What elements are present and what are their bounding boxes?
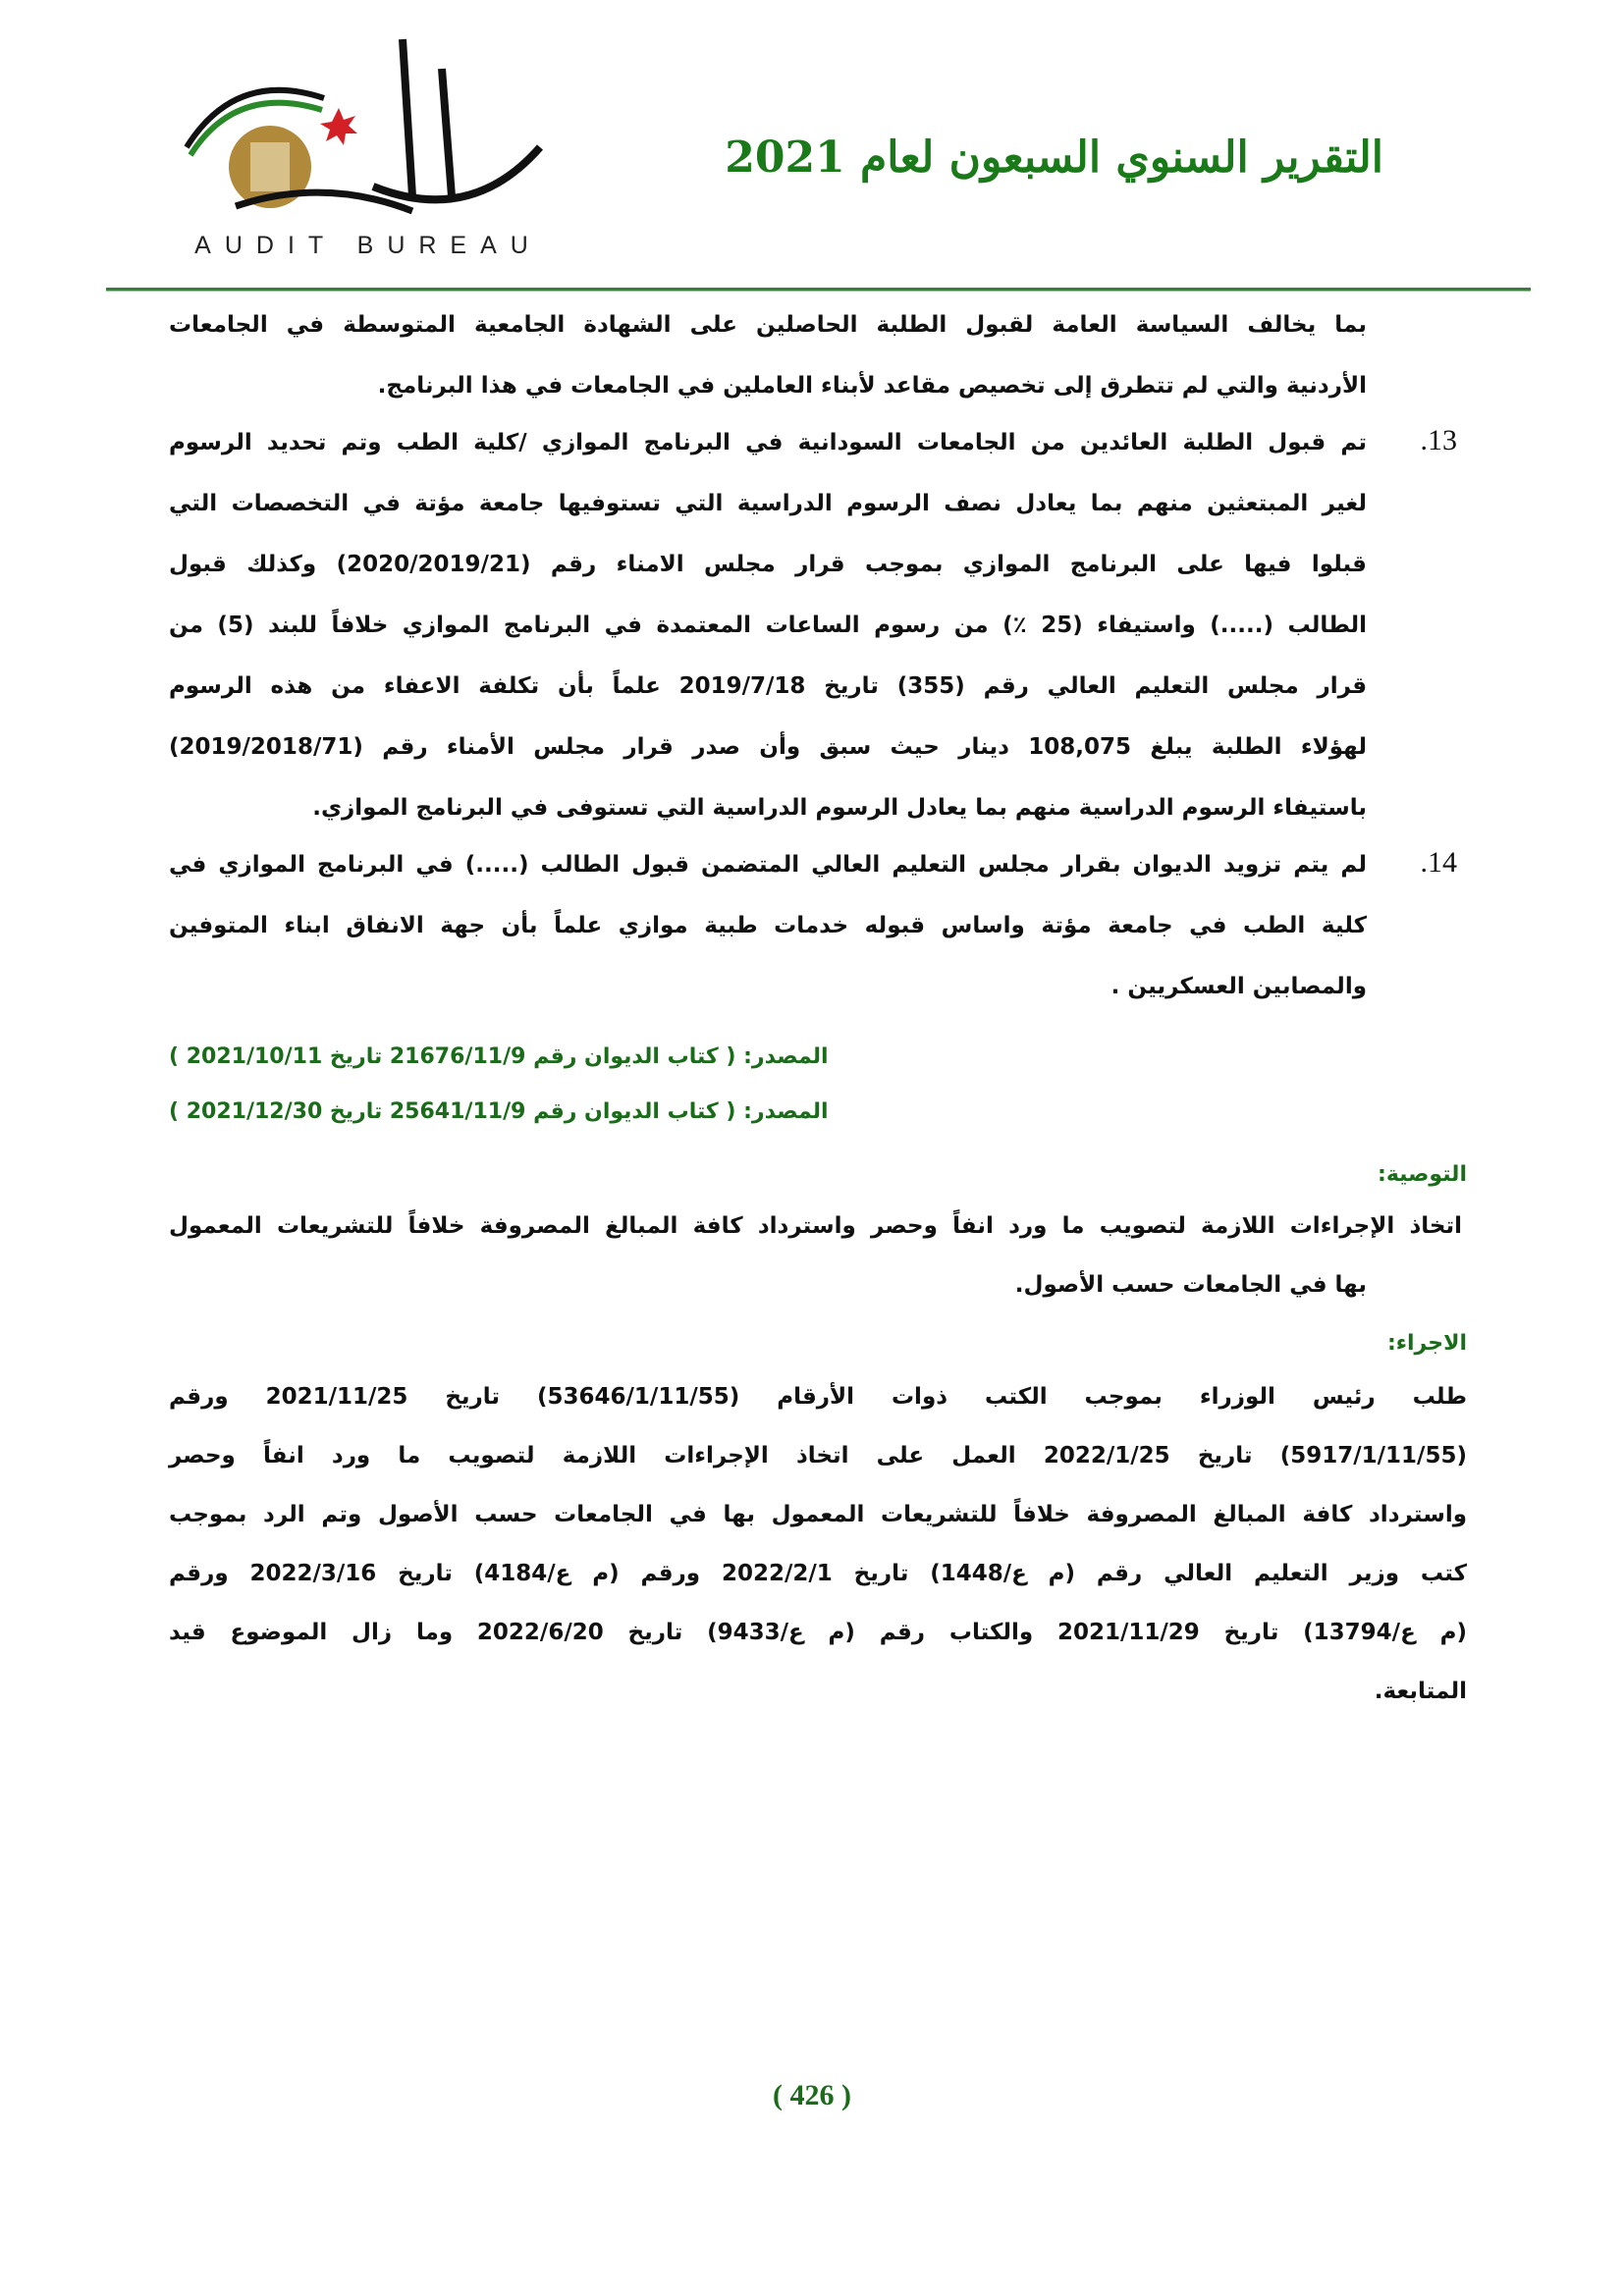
item-number: .13 [1420, 424, 1457, 456]
action-line: طلب رئيس الوزراء بموجب الكتب ذوات الأرقام (53646/1/11/55) تاريخ 2021/11/25 ورقم [169, 1384, 1467, 1410]
action-line: واسترداد كافة المبالغ المصروفة خلافاً للتشريعات المعمول بها في الجامعات حسب الأصول وتم الرد بموجب [169, 1502, 1467, 1527]
item-line: لهؤلاء الطلبة يبلغ 108,075 دينار حيث سبق وأن صدر قرار مجلس الأمناء رقم (2019/2018/71) [169, 734, 1367, 760]
intro-line: الأردنية والتي لم تتطرق إلى تخصيص مقاعد لأبناء العاملين في الجامعات في هذا البرنامج. [377, 373, 1367, 399]
report-title: التقرير السنوي السبعون لعام 2021 [725, 133, 1383, 183]
action-line: المتابعة. [1374, 1679, 1467, 1704]
intro-line: بما يخالف السياسة العامة لقبول الطلبة الحاصلين على الشهادة الجامعية المتوسطة في الجامعات [169, 312, 1367, 338]
logo-emblem-icon [177, 29, 560, 226]
item-number: .14 [1420, 846, 1457, 879]
item-line: قرار مجلس التعليم العالي رقم (355) تاريخ 2019/7/18 علماً بأن تكلفة الاعفاء من هذه الرسوم [169, 673, 1367, 699]
item-line: والمصابين العسكريين . [1110, 974, 1367, 999]
action-line: (5917/1/11/55) تاريخ 2022/1/25 العمل على اتخاذ الإجراءات اللازمة لتصويب ما ورد انفاً وحصر [169, 1443, 1467, 1468]
page-number: ( 426 ) [773, 2079, 851, 2111]
source-reference: المصدر: ( كتاب الديوان رقم 25641/11/9 تاريخ 2021/12/30 ) [169, 1099, 829, 1124]
item-line: لغير المبتعثين منهم بما يعادل نصف الرسوم الدراسية التي تستوفيها جامعة مؤتة في التخصصات التي [169, 491, 1367, 516]
item-line: لم يتم تزويد الديوان بقرار مجلس التعليم العالي المتضمن قبول الطالب (.....) في البرنامج الموازي في [169, 852, 1367, 878]
action-line: كتب وزير التعليم العالي رقم (م ع/1448) تاريخ 2022/2/1 ورقم (م ع/4184) تاريخ 2022/3/16 ورقم [169, 1561, 1467, 1586]
item-line: كلية الطب في جامعة مؤتة واساس قبوله خدمات طبية موازي علماً بأن جهة الانفاق ابناء المتوفين [169, 913, 1367, 938]
item-line: قبلوا فيها على البرنامج الموازي بموجب قرار مجلس الامناء رقم (2020/2019/21) وكذلك قبول [169, 552, 1367, 577]
item-line: باستيفاء الرسوم الدراسية منهم بما يعادل الرسوم الدراسية التي تستوفى في البرنامج الموازي. [312, 795, 1367, 821]
recommendation-heading: التوصية: [1378, 1162, 1467, 1187]
item-line: تم قبول الطلبة العائدين من الجامعات السودانية في البرنامج الموازي /كلية الطب وتم تحديد الرسوم [169, 430, 1367, 455]
recommendation-line: اتخاذ الإجراءات اللازمة لتصويب ما ورد انفاً وحصر واسترداد كافة المبالغ المصروفة خلافاً للتشريعات المعمول [169, 1213, 1462, 1239]
item-line: الطالب (.....) واستيفاء (25 ٪) من رسوم الساعات المعتمدة في البرنامج الموازي خلافاً للبند (5) من [169, 613, 1367, 638]
header-divider [106, 288, 1531, 292]
action-line: (م ع/13794) تاريخ 2021/11/29 والكتاب رقم (م ع/9433) تاريخ 2022/6/20 وما زال الموضوع قيد [169, 1620, 1467, 1645]
source-reference: المصدر: ( كتاب الديوان رقم 21676/11/9 تاريخ 2021/10/11 ) [169, 1044, 829, 1069]
recommendation-line: بها في الجامعات حسب الأصول. [1014, 1272, 1367, 1298]
logo-english-text: AUDIT BUREAU [194, 232, 542, 259]
audit-bureau-logo [177, 29, 560, 260]
action-heading: الاجراء: [1386, 1331, 1467, 1356]
